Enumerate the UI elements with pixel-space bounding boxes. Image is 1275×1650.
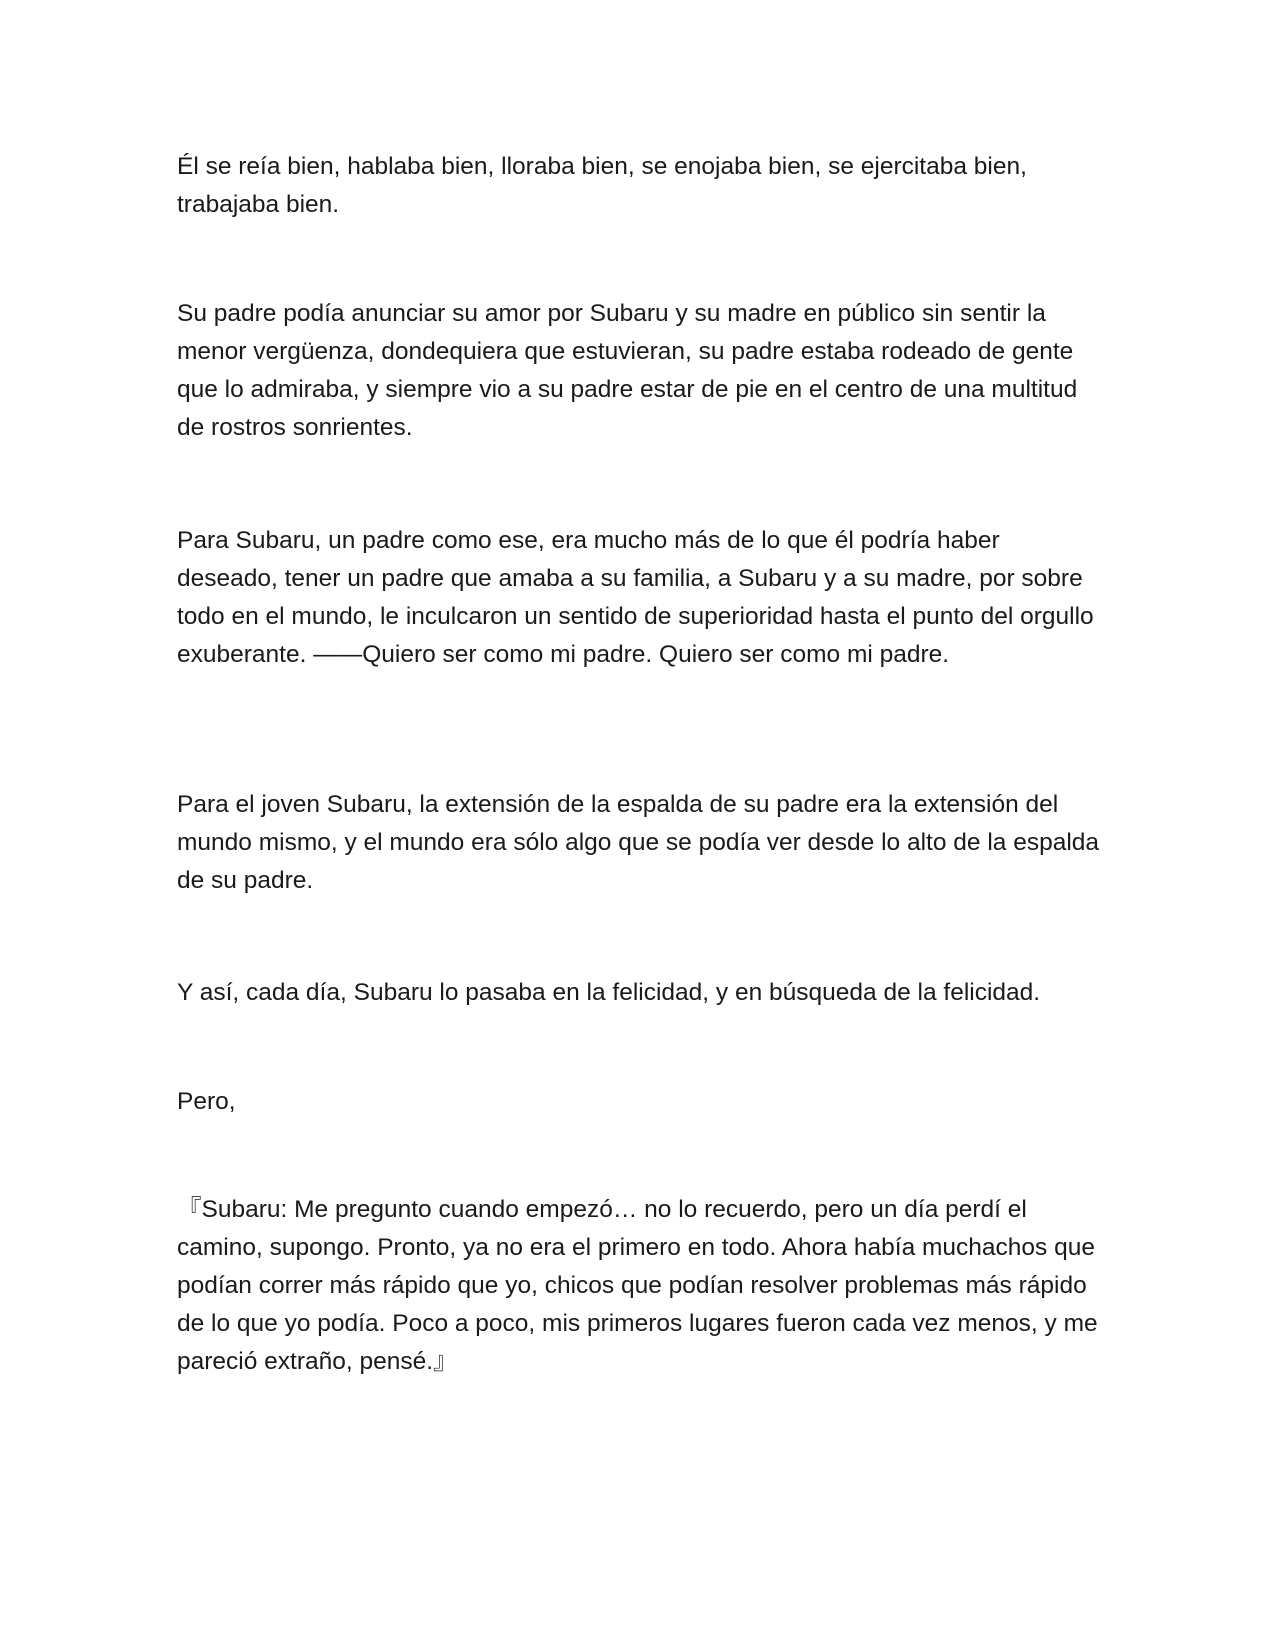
paragraph: Pero, <box>177 1088 236 1115</box>
dialogue-paragraph: 『Subaru: Me pregunto cuando empezó… no lo recuerdo, pero un día perdí el camino, supongo. Pronto, ya no era el primero en todo. Ahora había muchachos que podían correr más rápido que yo, chicos que podían resolver problemas más rápido de lo que yo podía. Poco a poco, mis primeros lugares fueron cada vez menos, y me pareció extraño, pensé.』 <box>177 1196 1098 1375</box>
paragraph: Su padre podía anunciar su amor por Subaru y su madre en público sin sentir la menor vergüenza, dondequiera que estuvieran, su padre estaba rodeado de gente que lo admiraba, y siempre vio a su padre estar de pie en el centro de una multitud de rostros sonrientes. <box>177 300 1078 441</box>
paragraph: Para Subaru, un padre como ese, era mucho más de lo que él podría haber deseado, tener un padre que amaba a su familia, a Subaru y a su madre, por sobre todo en el mundo, le inculcaron un sentido de superioridad hasta el punto del orgullo exuberante. ——Quiero ser como mi padre. Quiero ser como mi padre. <box>177 527 1094 668</box>
paragraph: Para el joven Subaru, la extensión de la espalda de su padre era la extensión del mundo mismo, y el mundo era sólo algo que se podía ver desde lo alto de la espalda de su padre. <box>177 791 1100 894</box>
paragraph: Y así, cada día, Subaru lo pasaba en la felicidad, y en búsqueda de la felicidad. <box>177 979 1041 1006</box>
paragraph: Él se reía bien, hablaba bien, lloraba bien, se enojaba bien, se ejercitaba bien, trabajaba bien. <box>177 153 1027 218</box>
